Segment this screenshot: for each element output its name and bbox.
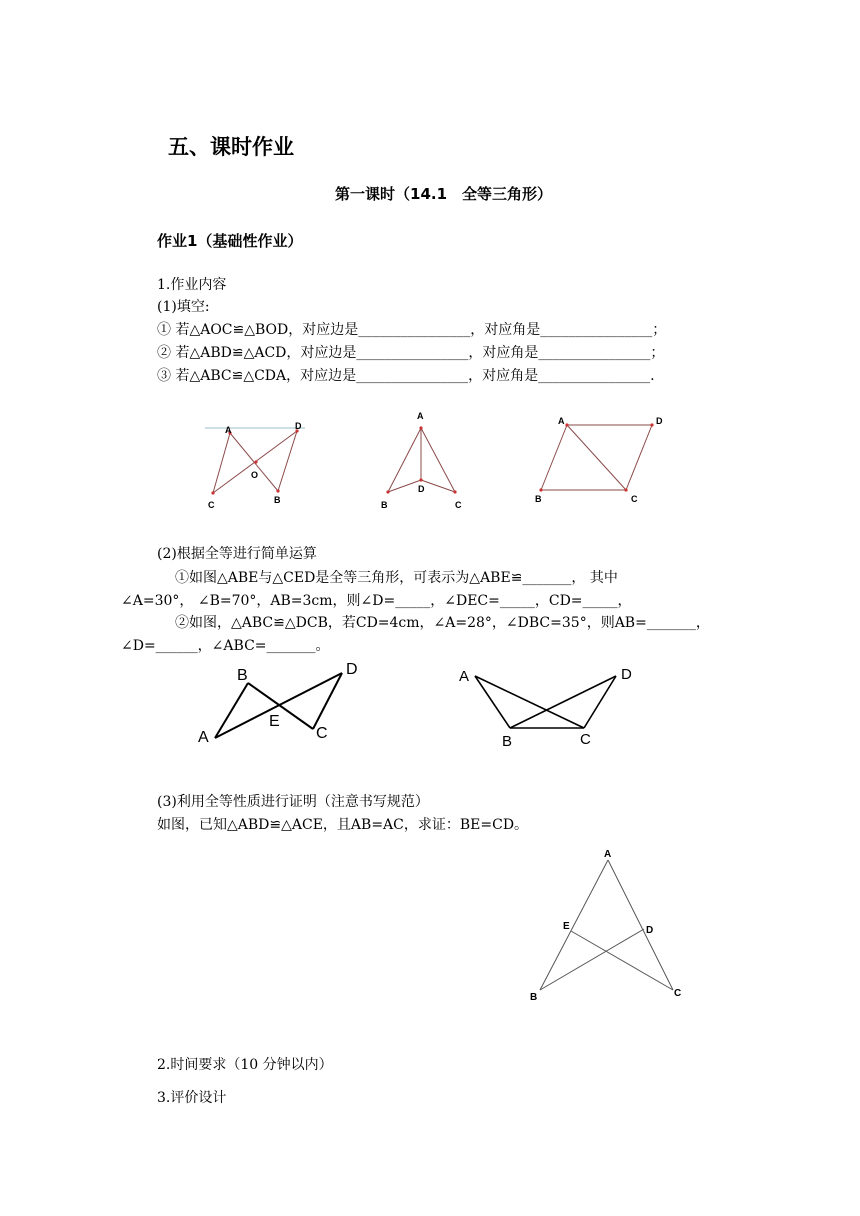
figure-aoc-bod — [200, 418, 320, 513]
fig6-label-c: C — [674, 988, 682, 999]
fig4-label-b: B — [237, 667, 248, 684]
fig1-label-c: C — [208, 500, 215, 510]
figure-abe-ced — [195, 658, 375, 748]
figure-abc-cda — [530, 412, 670, 507]
part2-line2: ∠A=30°， ∠B=70°，AB=3cm，则∠D=_____，∠DEC=_____，CD=_____， — [121, 593, 632, 609]
evaluation-heading: 3.评价设计 — [157, 1090, 227, 1106]
fig3-label-b: B — [535, 494, 542, 504]
figure-abd-acd — [375, 408, 475, 508]
part2-line3: ②如图，△ABC≌△DCB，若CD=4cm，∠A=28°，∠DBC=35°，则AB=_______， — [175, 615, 710, 631]
fig2-label-a: A — [417, 411, 424, 421]
fig4-label-e: E — [269, 713, 280, 730]
fig5-label-a: A — [459, 668, 470, 685]
fig1-label-b: B — [274, 495, 281, 505]
part3-heading: (3)利用全等性质进行证明（注意书写规范） — [157, 794, 429, 810]
part1-line2: ② 若△ABD≌△ACD，对应边是________________，对应角是________________； — [157, 345, 665, 361]
fig6-label-d: D — [646, 925, 654, 936]
part3-line1: 如图，已知△ABD≌△ACE，且AB=AC，求证：BE=CD。 — [157, 817, 529, 833]
fig2-label-d: D — [418, 484, 425, 494]
fig3-label-d: D — [656, 416, 663, 426]
fig2-label-c: C — [455, 500, 462, 510]
fig6-label-b: B — [530, 992, 538, 1003]
part1-line3: ③ 若△ABC≌△CDA，对应边是________________，对应角是________________. — [157, 368, 655, 384]
fig1-label-d: D — [295, 421, 302, 431]
part2-line1: ①如图△ABE与△CED是全等三角形，可表示为△ABE≌_______， 其中 — [175, 570, 618, 586]
section-title: 五、课时作业 — [168, 135, 294, 159]
fig1-label-o: O — [251, 470, 259, 480]
fig3-label-a: A — [558, 416, 565, 426]
fig1-label-a: A — [225, 425, 232, 435]
figure-abc-dcb — [455, 660, 635, 750]
homework-title: 作业1（基础性作业） — [157, 232, 303, 250]
part2-heading: (2)根据全等进行简单运算 — [157, 546, 317, 562]
fig6-label-e: E — [563, 921, 570, 932]
part2-line4: ∠D=______，∠ABC=_______。 — [121, 638, 330, 654]
content-heading: 1.作业内容 — [157, 277, 227, 293]
time-requirement: 2.时间要求（10 分钟以内） — [157, 1057, 333, 1073]
part1-heading: (1)填空: — [157, 299, 210, 315]
fig4-label-d: D — [346, 661, 358, 678]
fig3-label-c: C — [631, 494, 638, 504]
part1-line1: ① 若△AOC≌△BOD，对应边是________________，对应角是________________； — [157, 322, 667, 338]
fig2-label-b: B — [381, 500, 388, 510]
fig6-label-a: A — [604, 849, 612, 860]
lesson-title: 第一课时（14.1 全等三角形） — [335, 185, 553, 203]
fig4-label-c: C — [316, 725, 328, 742]
figure-abd-ace — [525, 845, 695, 1005]
fig4-label-a: A — [198, 729, 209, 746]
fig5-label-c: C — [580, 731, 591, 748]
fig5-label-d: D — [621, 666, 632, 683]
fig5-label-b: B — [502, 733, 513, 750]
